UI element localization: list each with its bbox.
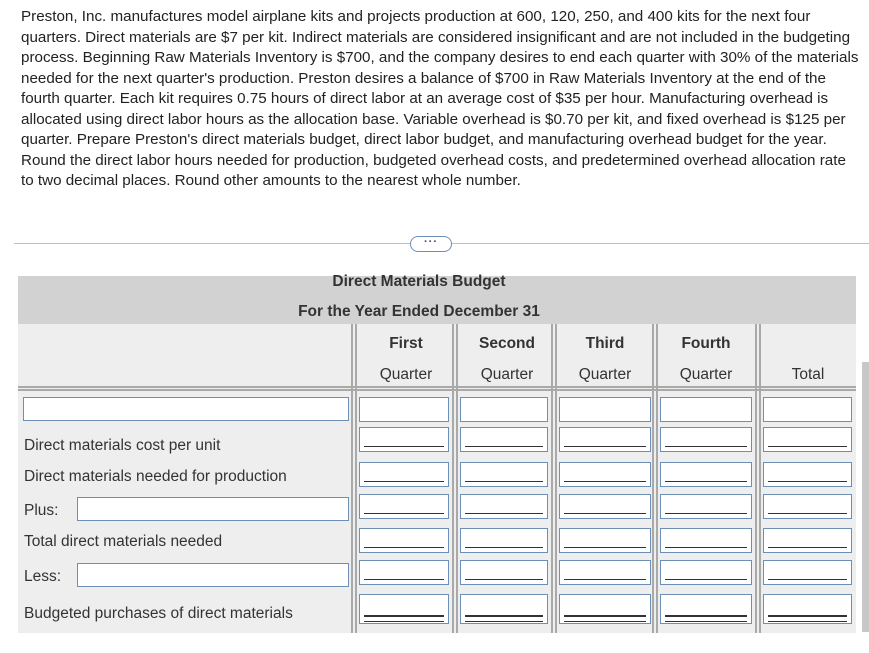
cell-label-row-q4[interactable] <box>660 397 752 422</box>
plus-item-input[interactable] <box>77 497 349 521</box>
cell-budgeted-purchases-q4[interactable] <box>660 594 752 624</box>
cell-total-needed-q1[interactable] <box>359 528 449 553</box>
cell-underline <box>364 446 444 447</box>
cell-total-needed-total[interactable] <box>763 528 852 553</box>
cell-label-row-q1[interactable] <box>359 397 449 422</box>
col-divider <box>656 324 658 633</box>
col-divider <box>652 324 654 633</box>
cell-label-row-total[interactable] <box>763 397 852 422</box>
cell-underline <box>665 513 747 514</box>
direct-materials-budget-table <box>18 273 856 633</box>
cell-plus-q2[interactable] <box>460 494 548 519</box>
cell-budgeted-purchases-q3[interactable] <box>559 594 651 624</box>
cell-less-q3[interactable] <box>559 560 651 585</box>
row-label-total-needed: Total direct materials needed <box>24 533 223 550</box>
col-header-q1-line1: First <box>389 335 423 352</box>
row-label-plus: Plus: <box>24 502 59 519</box>
cell-underline <box>665 481 747 482</box>
row-label-less: Less: <box>24 568 62 585</box>
col-divider <box>551 324 553 633</box>
cell-underline <box>665 446 747 447</box>
row-label-needed-for-production: Direct materials needed for production <box>24 468 287 485</box>
cell-underline <box>564 446 646 447</box>
cell-needed-for-production-q2[interactable] <box>460 462 548 487</box>
cell-total-needed-q4[interactable] <box>660 528 752 553</box>
col-divider <box>755 324 757 633</box>
col-header-q2-line1: Second <box>479 335 535 352</box>
cell-total-needed-q2[interactable] <box>460 528 548 553</box>
col-header-q2-line2: Quarter <box>480 366 534 383</box>
cell-plus-q4[interactable] <box>660 494 752 519</box>
col-divider <box>355 324 357 633</box>
cell-label-row-q3[interactable] <box>559 397 651 422</box>
col-divider <box>759 324 761 633</box>
cell-double-underline <box>465 615 543 617</box>
cell-needed-for-production-total[interactable] <box>763 462 852 487</box>
cell-cost-per-unit-q2[interactable] <box>460 427 548 452</box>
row-label-input[interactable] <box>23 397 349 421</box>
col-header-q4-line1: Fourth <box>681 335 731 352</box>
cell-underline <box>665 579 747 580</box>
cell-underline <box>768 481 847 482</box>
cell-double-underline <box>364 615 444 617</box>
cell-underline <box>768 513 847 514</box>
cell-double-underline <box>364 621 444 622</box>
cell-plus-total[interactable] <box>763 494 852 519</box>
problem-statement: Preston, Inc. manufactures model airplane kits and projects production at 600, 120, 250, and 400 kits for the next four quarters. Direct materials are $7 per kit. Indirect materials are considered insignificant and are not included in the budgeting process. Beginning Raw Materials Inventory is $700, and the company desires to end each quarter with 30% of the materials needed for the next quarter's production. Preston desires a balance of $700 in Raw Materials Inventory at the end of the fourth quarter. Each kit requires 0.75 hours of direct labor at an average cost of $35 per hour. Manufacturing overhead is allocated using direct labor hours as the allocation base. Variable overhead is $0.70 per kit, and fixed overhead is $125 per quarter. Prepare Preston's direct materials budget, direct labor budget, and manufacturing overhead budget for the year. Round the direct labor hours needed for production, budgeted overhead costs, and predetermined overhead allocation rate to two decimal places. Round other amounts to the nearest whole number. <box>21 8 859 189</box>
col-header-q3-line1: Third <box>585 335 625 352</box>
cell-underline <box>364 513 444 514</box>
cell-double-underline <box>465 621 543 622</box>
cell-underline <box>768 446 847 447</box>
cell-budgeted-purchases-q1[interactable] <box>359 594 449 624</box>
col-divider <box>351 324 353 633</box>
header-separator <box>18 386 856 388</box>
cell-underline <box>564 579 646 580</box>
col-header-q4-line2: Quarter <box>679 366 733 383</box>
cell-underline <box>364 579 444 580</box>
cell-needed-for-production-q1[interactable] <box>359 462 449 487</box>
cell-double-underline <box>768 621 847 622</box>
cell-cost-per-unit-q1[interactable] <box>359 427 449 452</box>
cell-plus-q1[interactable] <box>359 494 449 519</box>
cell-less-q2[interactable] <box>460 560 548 585</box>
cell-underline <box>364 547 444 548</box>
col-divider <box>452 324 454 633</box>
cell-underline <box>465 579 543 580</box>
col-header-total: Total <box>791 366 825 383</box>
cell-underline <box>564 547 646 548</box>
cell-budgeted-purchases-total[interactable] <box>763 594 852 624</box>
cell-double-underline <box>665 621 747 622</box>
cell-plus-q3[interactable] <box>559 494 651 519</box>
header-separator-2 <box>18 389 856 391</box>
cell-cost-per-unit-q4[interactable] <box>660 427 752 452</box>
col-divider <box>456 324 458 633</box>
cell-double-underline <box>665 615 747 617</box>
cell-underline <box>564 513 646 514</box>
cell-needed-for-production-q3[interactable] <box>559 462 651 487</box>
cell-budgeted-purchases-q2[interactable] <box>460 594 548 624</box>
cell-double-underline <box>564 621 646 622</box>
cell-underline <box>768 547 847 548</box>
cell-underline <box>364 481 444 482</box>
cell-cost-per-unit-q3[interactable] <box>559 427 651 452</box>
cell-underline <box>465 481 543 482</box>
cell-needed-for-production-q4[interactable] <box>660 462 752 487</box>
budget-title: Direct Materials Budget <box>332 273 506 290</box>
cell-double-underline <box>564 615 646 617</box>
row-label-cost-per-unit: Direct materials cost per unit <box>24 437 221 454</box>
col-header-q1-line2: Quarter <box>379 366 433 383</box>
col-header-q3-line2: Quarter <box>578 366 632 383</box>
cell-underline <box>465 513 543 514</box>
cell-underline <box>768 579 847 580</box>
expand-more-button[interactable]: ··· <box>410 236 452 252</box>
vertical-scrollbar[interactable] <box>862 362 869 632</box>
cell-less-q4[interactable] <box>660 560 752 585</box>
budget-subtitle: For the Year Ended December 31 <box>298 303 540 320</box>
cell-label-row-q2[interactable] <box>460 397 548 422</box>
cell-cost-per-unit-total[interactable] <box>763 427 852 452</box>
row-label-budgeted-purchases: Budgeted purchases of direct materials <box>24 605 293 622</box>
cell-double-underline <box>768 615 847 617</box>
cell-underline <box>465 547 543 548</box>
cell-less-total[interactable] <box>763 560 852 585</box>
cell-less-q1[interactable] <box>359 560 449 585</box>
cell-underline <box>564 481 646 482</box>
cell-total-needed-q3[interactable] <box>559 528 651 553</box>
col-divider <box>555 324 557 633</box>
cell-underline <box>465 446 543 447</box>
cell-underline <box>665 547 747 548</box>
less-item-input[interactable] <box>77 563 349 587</box>
